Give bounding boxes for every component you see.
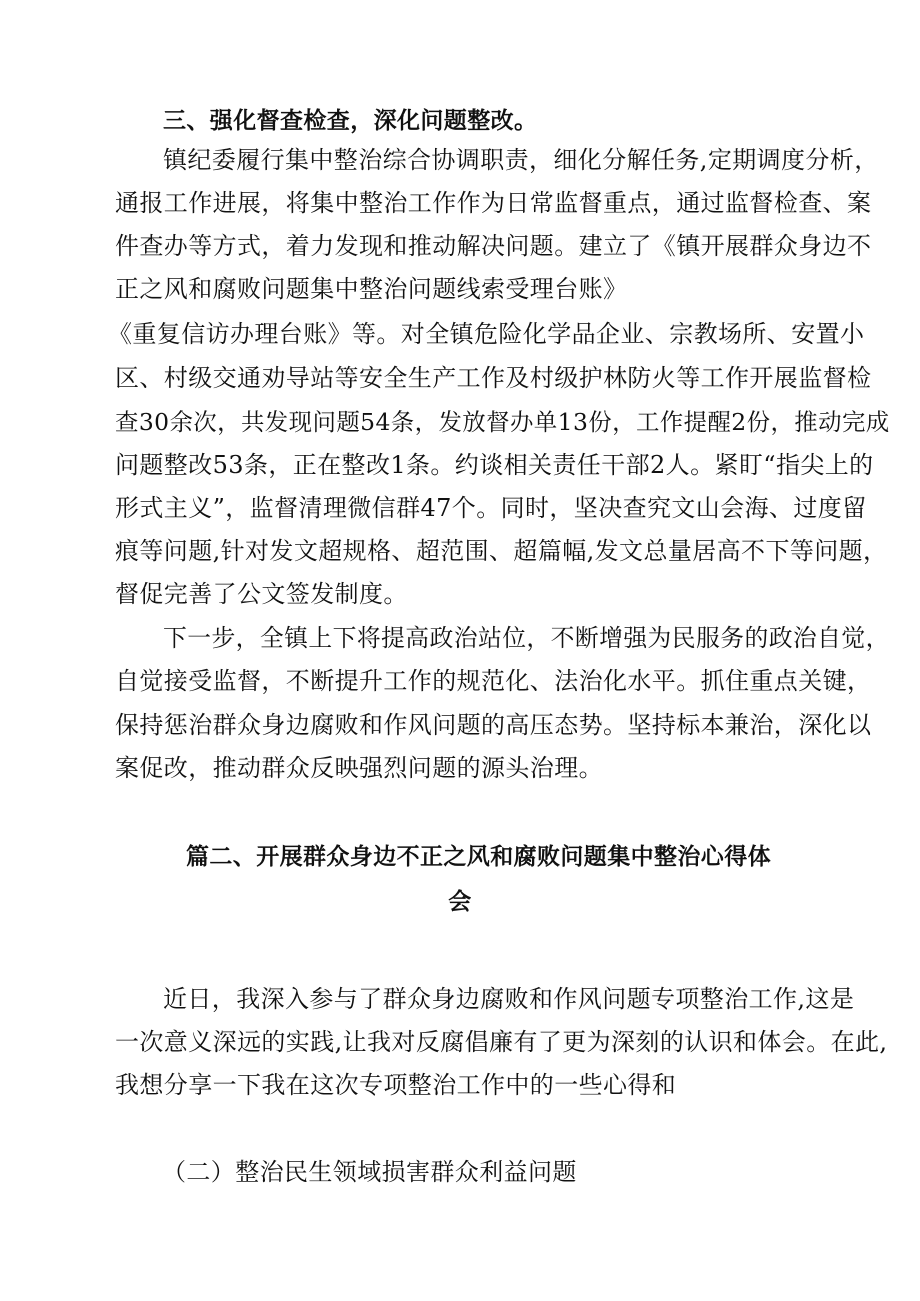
paragraph-line: 件查办等方式，着力发现和推动解决问题。建立了《镇开展群众身边不 bbox=[115, 232, 872, 260]
paragraph-line: 形式主义”，监督清理微信群47个。同时，坚决查究文山会海、过度留 bbox=[115, 494, 867, 522]
article-title-continued: 会 bbox=[448, 889, 472, 915]
article-title: 篇二、开展群众身边不正之风和腐败问题集中整治心得体 bbox=[186, 844, 771, 870]
paragraph-line: 痕等问题,针对发文超规格、超范围、超篇幅,发文总量居高不下等问题， bbox=[115, 537, 888, 565]
section-heading: 三、强化督查检查，深化问题整改。 bbox=[163, 108, 538, 134]
paragraph-line: 一次意义深远的实践,让我对反腐倡廉有了更为深刻的认识和体会。在此, bbox=[115, 1028, 888, 1056]
paragraph-line: 案促改，推动群众反映强烈问题的源头治理。 bbox=[115, 754, 603, 782]
paragraph-line: 下一步，全镇上下将提高政治站位，不断增强为民服务的政治自觉， bbox=[163, 624, 890, 652]
paragraph-line: 督促完善了公文签发制度。 bbox=[115, 580, 408, 608]
paragraph-line: 镇纪委履行集中整治综合协调职责，细化分解任务,定期调度分析， bbox=[163, 146, 879, 174]
paragraph-line: 近日，我深入参与了群众身边腐败和作风问题专项整治工作,这是 bbox=[163, 985, 855, 1013]
paragraph-line: 查30余次，共发现问题54条，发放督办单13份，工作提醒2份，推动完成 bbox=[115, 408, 890, 436]
paragraph-line: 自觉接受监督，不断提升工作的规范化、法治化水平。抓住重点关键， bbox=[115, 667, 872, 695]
paragraph-line: 我想分享一下我在这次专项整治工作中的一些心得和 bbox=[115, 1071, 677, 1099]
paragraph-line: 问题整改53条，正在整改1条。约谈相关责任干部2人。紧盯“指尖上的 bbox=[115, 451, 874, 479]
paragraph-line: 正之风和腐败问题集中整治问题线索受理台账》 bbox=[115, 275, 628, 303]
paragraph-line: 《重复信访办理台账》等。对全镇危险化学品企业、宗教场所、安置小 bbox=[108, 320, 865, 348]
paragraph-line: 通报工作进展，将集中整治工作作为日常监督重点，通过监督检查、案 bbox=[115, 189, 872, 217]
paragraph-line: 保持惩治群众身边腐败和作风问题的高压态势。坚持标本兼治，深化以 bbox=[115, 711, 872, 739]
paragraph-line: 区、村级交通劝导站等安全生产工作及村级护林防火等工作开展监督检 bbox=[115, 364, 872, 392]
subheading: （二）整治民生领域损害群众利益问题 bbox=[162, 1158, 577, 1186]
